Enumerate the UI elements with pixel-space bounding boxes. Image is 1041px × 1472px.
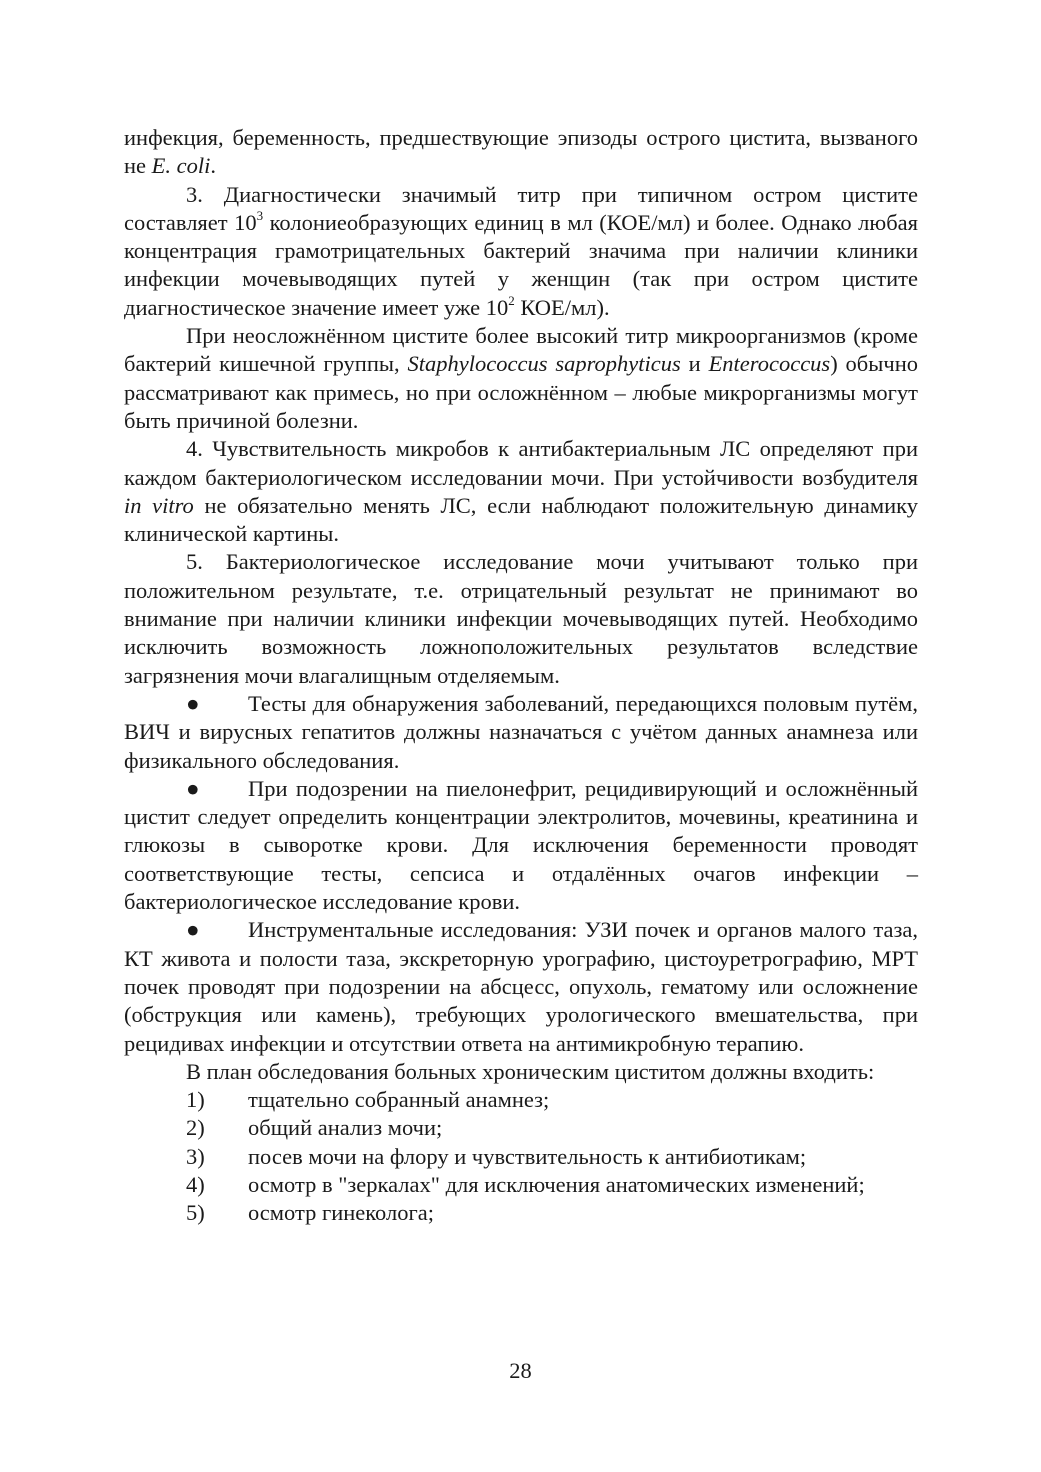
list-text: общий анализ мочи;	[248, 1115, 443, 1141]
paragraph-plan-intro: В план обследования больных хроническим циститом должны входить:	[186, 1058, 875, 1084]
list-number: 5)	[186, 1200, 205, 1226]
list-text: тщательно собранный анамнез;	[248, 1087, 550, 1113]
list-number: 2)	[186, 1115, 205, 1141]
page-number: 28	[509, 1358, 532, 1383]
text-run: 3. Диагностически значимый титр при типичном остром цистите составляет 10	[124, 181, 918, 235]
italic-organism: E. coli	[151, 153, 211, 179]
bullet-text: При подозрении на пиелонефрит, рецидивирующий и осложнённый цистит следует определить концентрации электролитов, мочевины, креатинина и глюкозы в сыворотке крови. Для исключения беременности проводят соответствующие тесты, сепсиса и отдалённых очагов инфекции – бактериологическое исследование крови.	[124, 775, 918, 915]
bullet-item	[124, 690, 918, 775]
list-number: 4)	[186, 1171, 205, 1197]
bullet-item	[124, 916, 918, 1057]
list-item	[124, 1171, 918, 1199]
paragraph-point-5: 5. Бактериологическое исследование мочи учитывают только при положительном результате, т.е. отрицательный результат не принимают во внимание при наличии клиники инфекции мочевыводящих путей. Необходимо исключить возможность ложноположительных результатов вследствие загрязнения мочи влагалищным отделяемым.	[124, 549, 918, 688]
paragraph-point-4	[124, 435, 918, 548]
text-run: При неосложнённом цистите более высокий титр микроорганизмов (кроме бактерий кишечной группы,	[124, 323, 918, 377]
italic-term: in vitro	[124, 492, 194, 518]
list-text: осмотр гинеколога;	[248, 1200, 434, 1226]
paragraph-continuation	[124, 124, 918, 181]
text-run: инфекция, беременность, предшествующие эпизоды острого цистита, вызваного не	[124, 125, 918, 179]
list-number: 3)	[186, 1143, 205, 1169]
italic-organism: Staphylococcus saprophyticus	[407, 351, 681, 377]
bullet-item	[124, 775, 918, 916]
list-item	[124, 1143, 918, 1171]
text-run: не обязательно менять ЛС, если наблюдают положительную динамику клинической картины.	[124, 492, 918, 547]
paragraph-uncomplicated-cystitis	[124, 322, 918, 435]
bullet-icon: ●	[186, 775, 200, 801]
text-run: колониеобразующих единиц в мл (КОЕ/мл) и более. Однако любая концентрация грамотрицательных бактерий значима при наличии клиники инфекции мочевыводящих путей у женщин (так при остром цистите диагностическое значение имеет уже 10	[124, 209, 918, 320]
italic-organism: Enterococcus	[708, 351, 831, 377]
list-item	[124, 1114, 918, 1142]
superscript: 3	[256, 208, 264, 224]
text-run: КОЕ/мл).	[514, 294, 610, 320]
list-item	[124, 1086, 918, 1114]
text-run: ) обычно рассматривают как примесь, но при осложнённом – любые микрорганизмы могут быть причиной болезни.	[124, 351, 918, 433]
list-text: осмотр в "зеркалах" для исключения анатомических изменений;	[248, 1171, 865, 1197]
list-item	[124, 1199, 918, 1227]
list-number: 1)	[186, 1087, 205, 1113]
text-run: 4. Чувствительность микробов к антибактериальным ЛС определяют при каждом бактериологическом исследовании мочи. При устойчивости возбудителя	[124, 436, 918, 490]
document-page	[124, 124, 918, 1228]
bullet-text: Инструментальные исследования: УЗИ почек и органов малого таза, КТ живота и полости таза, экскреторную урографию, цистоуретрографию, МРТ почек проводят при подозрении на абсцесс, опухоль, гематому или осложнение (обструкция или камень), требующих урологического вмешательства, при рецидивах инфекции и отсутствии ответа на антимикробную терапию.	[124, 917, 918, 1056]
paragraph-point-3	[124, 181, 918, 322]
superscript: 2	[508, 293, 515, 309]
text-run: и	[680, 351, 709, 377]
list-text: посев мочи на флору и чувствительность к антибиотикам;	[248, 1143, 807, 1169]
bullet-icon: ●	[186, 690, 200, 716]
text-run: .	[210, 153, 217, 179]
bullet-icon: ●	[186, 917, 200, 943]
bullet-text: Тесты для обнаружения заболеваний, передающихся половым путём, ВИЧ и вирусных гепатитов должны назначаться с учётом данных анамнеза или физикального обследования.	[124, 690, 918, 773]
